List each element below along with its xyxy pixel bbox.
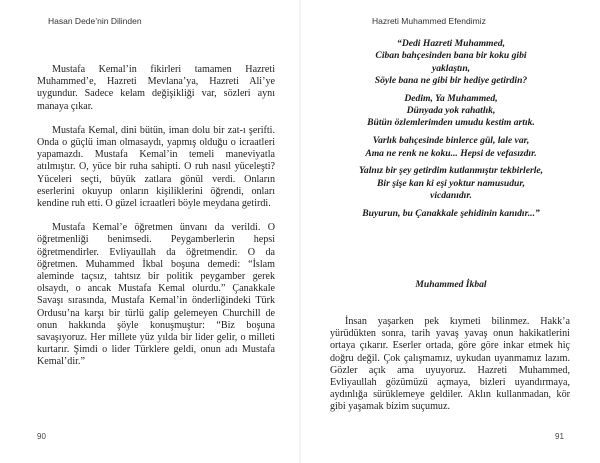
poem-line: Bütün özlemlerimden umudu kestim artık. — [367, 117, 535, 129]
page-number-right: 91 — [555, 432, 564, 441]
paragraph: İnsan yaşarken pek kıymeti bilinmez. Hakk’a yürüdükten sonra, tarih yavaş yavaş onun hakikatlerini ortaya çıkarır. Eserler ortada, göre göre inkar etmek hiç doğru değil. Çok çalışmamız, uykudan uyanmamız lazım. Gözler açık ama uyuyoruz. Hazreti Muhammed, Evliyaullah gözümüzü açmaya, bizleri uyandırmaya, aydınlığa sürüklemeye geldiler. Aklın kullanmadan, kör gibi yaşamak bizim suçumuz. — [330, 316, 570, 413]
right-body-text — [330, 316, 570, 414]
poem-line: Söyle bana ne gibi bir hediye getirdin? — [374, 74, 528, 86]
poem-line: Bir şişe kan ki eşi yoktur namusudur, — [377, 177, 525, 189]
paragraph: Mustafa Kemal, dini bütün, iman dolu bir zat-ı şerifti. Onda o güçlü iman olmasaydı, yapmış olduğu o icraatleri yapamazdı. Mustafa Kemal’in temeli maneviyatla atılmıştır. O, yüce bir ruha sahipti. O ruh nasıl yüceleşti? Yüceleri seçti, büyük zatlara gönül verdi. Onların eserlerini okuyup onların kişiliklerini öğrendi, onları kendine ruh etti. O güzel icraatleri böyle meydana getirdi. — [37, 124, 275, 210]
poem-line: Ciban bahçesinden bana bir koku gibi — [375, 50, 527, 62]
running-head-left: Hasan Dede’nin Dilinden — [48, 16, 142, 26]
poem-signature: Muhammed İkbal — [415, 279, 487, 290]
poem-stanza — [320, 93, 582, 130]
poem-line: Buyurun, bu Çanakkale şehidinin kanıdır...” — [362, 207, 540, 219]
running-head-right: Hazreti Muhammed Efendimiz — [372, 16, 486, 26]
poem-line: Dünyada yok rahatlık, — [406, 105, 496, 117]
paragraph: Mustafa Kemal’in fikirleri tamamen Hazreti Muhammed’e, Hazreti Mevlana’ya, Hazreti Ali’ye uygundur. Sadece kelam değişikliği var, sözleri aynı manaya çıkar. — [37, 64, 275, 112]
right-page — [300, 0, 600, 463]
poem-line: Ama ne renk ne koku... Hepsi de vefasızdır. — [365, 147, 537, 159]
poem-line: Yalnız bir şey getirdim kutlanmıştır tekbirlerle, — [358, 165, 544, 177]
poem-line: Dedim, Ya Muhammed, — [404, 92, 498, 104]
poem-line: yaklaştın, — [431, 62, 471, 74]
poem-stanza — [320, 165, 582, 202]
poem-stanza — [320, 135, 582, 160]
left-body-text — [37, 64, 275, 369]
poem-line: “Dedi Hazreti Muhammed, — [397, 38, 505, 49]
paragraph: Mustafa Kemal’e öğretmen ünvanı da verildi. O öğretmenliği benimsedi. Peygamberlerin hepsi öğretmendirler. Evliyaullah da öğretmendir. O da öğretmen. Muhammed İkbal boşuna demedi: “İslam aleminde taçsız, tahtsız bir politik peygamber gerek olsaydı, o ancak Mustafa Kemal olurdu.” Çanakkale Savaşı sırasında, Mustafa Kemal’in önderliğindeki Türk Ordusu’na karşı bir türlü galip gelemeyen Churchill de onun hakkında şöyle konuşmuştur: “Biz boşuna savaşıyoruz. Her millete yüz yılda bir lider gelir, o milleti kurtarır. Şimdi o lider Türklere geldi, onun adı Mustafa Kemal’dir.” — [37, 222, 275, 368]
poem-stanza — [320, 38, 582, 87]
poem-line: Varlık bahçesinde binlerce gül, lale var, — [372, 135, 530, 147]
poem-line: vicdanıdır. — [430, 190, 472, 202]
poem — [320, 38, 582, 220]
page-number-left: 90 — [37, 432, 46, 441]
poem-stanza — [320, 208, 582, 220]
